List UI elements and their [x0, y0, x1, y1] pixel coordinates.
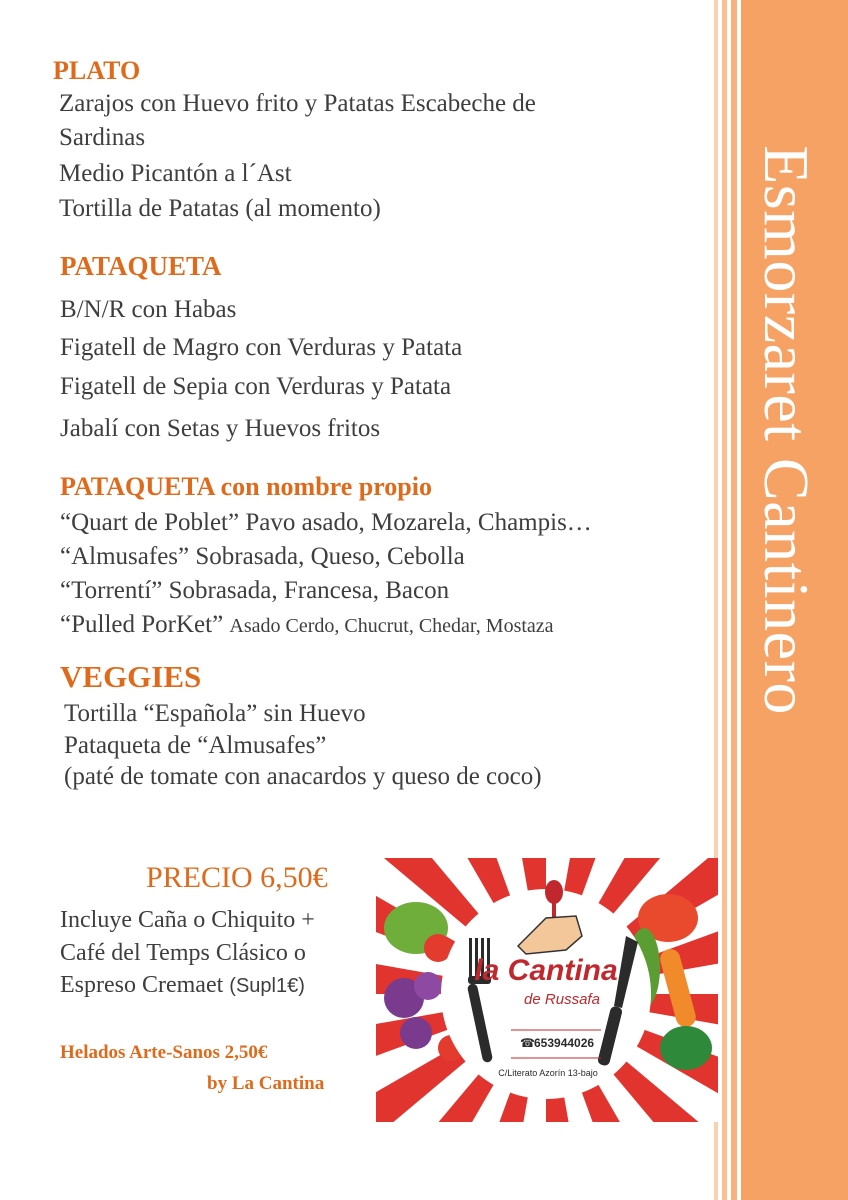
- menu-item: Sardinas: [59, 124, 146, 151]
- logo-graphic: [376, 858, 718, 1122]
- helados-by: by La Cantina: [207, 1073, 325, 1094]
- menu-item: B/N/R con Habas: [60, 296, 237, 323]
- grape-icon: [400, 1017, 432, 1049]
- menu-item: “Almusafes” Sobrasada, Queso, Cebolla: [60, 543, 465, 570]
- price-label: PRECIO 6,50€: [146, 861, 328, 894]
- section-title-pataqueta: PATAQUETA: [60, 251, 222, 281]
- menu-item: Jabalí con Setas y Huevos fritos: [60, 415, 381, 442]
- supplement-label: (Supl1€): [229, 975, 305, 997]
- grape-icon: [414, 972, 442, 1000]
- band-title: Esmorzaret Cantinero: [751, 145, 822, 715]
- menu-item: Figatell de Magro con Verduras y Patata: [60, 334, 463, 361]
- logo-phone: 653944026: [534, 1036, 595, 1050]
- phone-icon: ☎: [520, 1036, 535, 1050]
- menu-item: Zarajos con Huevo frito y Patatas Escabeche de: [59, 90, 536, 117]
- menu-item-pulled-porket: [60, 611, 554, 639]
- menu-item: Tortilla “Española” sin Huevo: [64, 700, 366, 727]
- logo-address: C/Literato Azorín 13-bajo: [498, 1068, 598, 1078]
- cantina-logo: [376, 858, 718, 1122]
- menu-item: Figatell de Sepia con Verduras y Patata: [60, 373, 452, 400]
- includes-line: [60, 972, 305, 999]
- menu-item: (paté de tomate con anacardos y queso de coco): [64, 763, 542, 790]
- broccoli-icon: [660, 1026, 712, 1070]
- logo-brand: la Cantina: [474, 954, 618, 987]
- helados-line: Helados Arte-Sanos 2,50€: [60, 1042, 268, 1063]
- menu-item: Medio Picantón a l´Ast: [59, 160, 292, 187]
- menu-item: “Quart de Poblet” Pavo asado, Mozarela, Champis…: [60, 509, 592, 536]
- menu-item: Pataqueta de “Almusafes”: [64, 732, 327, 759]
- espresso-label: Espreso Cremaet: [60, 972, 224, 998]
- section-title-nombre-propio: PATAQUETA con nombre propio: [60, 472, 432, 501]
- menu-item: “Torrentí” Sobrasada, Francesa, Bacon: [60, 577, 450, 604]
- includes-line: Café del Temps Clásico o: [60, 940, 306, 966]
- section-title-veggies: VEGGIES: [60, 659, 202, 694]
- menu-item: Tortilla de Patatas (al momento): [59, 195, 381, 222]
- logo-sub: de Russafa: [524, 991, 600, 1008]
- section-title-plato: PLATO: [53, 56, 141, 85]
- includes-line: Incluye Caña o Chiquito +: [60, 907, 315, 933]
- pulled-name: “Pulled PorKet”: [60, 611, 224, 638]
- pulled-desc: Asado Cerdo, Chucrut, Chedar, Mostaza: [229, 615, 554, 637]
